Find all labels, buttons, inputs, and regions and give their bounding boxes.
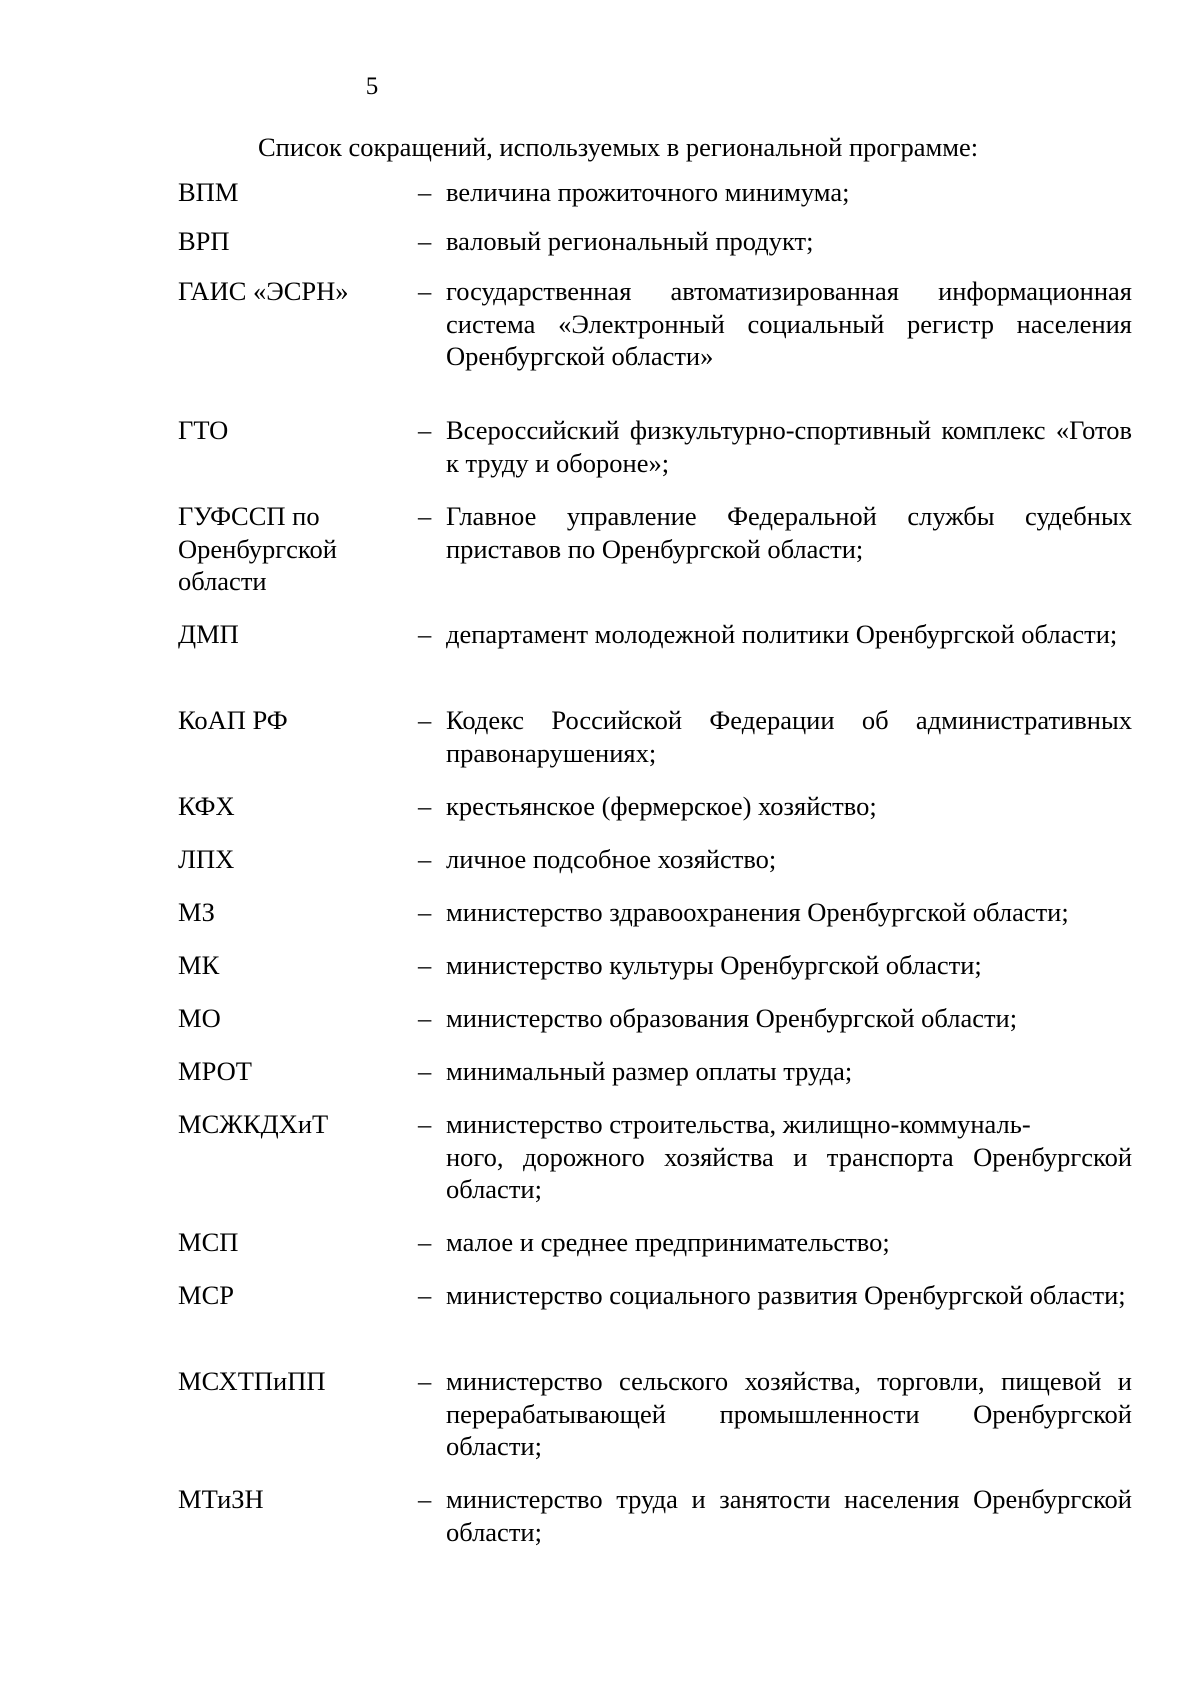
entry-dash: – bbox=[418, 177, 432, 207]
abbreviation-definition: малое и среднее предпринимательство; bbox=[446, 1227, 890, 1257]
abbreviation-definition: министерство образования Оренбургской области; bbox=[446, 1003, 1018, 1033]
entry-dash: – bbox=[418, 1280, 432, 1310]
abbreviation-definition: личное подсобное хозяйство; bbox=[446, 844, 777, 874]
entry-dash: – bbox=[418, 950, 432, 980]
abbreviation-definition: министерство социального развития Оренбургской области; bbox=[446, 1280, 1126, 1310]
abbreviation-term: ВПМ bbox=[178, 177, 239, 207]
abbreviation-term: МСР bbox=[178, 1280, 234, 1310]
abbreviation-definition: министерство строительства, жилищно-коммуналь- ного, дорожного хозяйства и транспорта Оренбургской области; bbox=[446, 1109, 1132, 1204]
entry-dash: – bbox=[418, 791, 432, 821]
entry-dash: – bbox=[418, 1484, 432, 1514]
abbreviation-term: МРОТ bbox=[178, 1056, 252, 1086]
abbreviation-definition: валовый региональный продукт; bbox=[446, 226, 814, 256]
abbreviation-definition: минимальный размер оплаты труда; bbox=[446, 1056, 853, 1086]
abbreviation-term: МСП bbox=[178, 1227, 239, 1257]
abbreviation-definition: департамент молодежной политики Оренбургской области; bbox=[446, 619, 1118, 649]
abbreviation-definition: государственная автоматизированная информационная система «Электронный социальный регистр населения Оренбургской области» bbox=[446, 276, 1132, 371]
entry-dash: – bbox=[418, 1109, 432, 1139]
entry-dash: – bbox=[418, 226, 432, 256]
entry-dash: – bbox=[418, 844, 432, 874]
abbreviation-definition: министерство здравоохранения Оренбургской области; bbox=[446, 897, 1069, 927]
abbreviation-term: МСХТПиПП bbox=[178, 1366, 326, 1396]
abbreviation-term: МСЖКДХиТ bbox=[178, 1109, 329, 1139]
abbreviation-definition: величина прожиточного минимума; bbox=[446, 177, 850, 207]
entry-dash: – bbox=[418, 501, 432, 531]
entry-dash: – bbox=[418, 1056, 432, 1086]
abbreviation-term: ВРП bbox=[178, 226, 230, 256]
abbreviation-definition: министерство культуры Оренбургской области; bbox=[446, 950, 982, 980]
entry-dash: – bbox=[418, 1366, 432, 1396]
abbreviation-term: МЗ bbox=[178, 897, 215, 927]
abbreviation-term: МТиЗН bbox=[178, 1484, 264, 1514]
abbreviation-term: КоАП РФ bbox=[178, 705, 288, 735]
list-title: Список сокращений, используемых в региональной программе: bbox=[258, 132, 979, 162]
abbreviation-definition: Главное управление Федеральной службы судебных приставов по Оренбургской области; bbox=[446, 501, 1132, 564]
abbreviation-term: МК bbox=[178, 950, 220, 980]
abbreviation-definition: министерство труда и занятости населения Оренбургской области; bbox=[446, 1484, 1132, 1547]
entry-dash: – bbox=[418, 415, 432, 445]
abbreviation-definition: Кодекс Российской Федерации об административных правонарушениях; bbox=[446, 705, 1132, 768]
abbreviation-definition: Всероссийский физкультурно-спортивный комплекс «Готов к труду и обороне»; bbox=[446, 415, 1132, 478]
entry-dash: – bbox=[418, 897, 432, 927]
abbreviation-term: ГУФССП по Оренбургской области bbox=[178, 501, 337, 596]
abbreviation-term: КФХ bbox=[178, 791, 235, 821]
abbreviation-term: ДМП bbox=[178, 619, 239, 649]
abbreviation-term: ГАИС «ЭСРН» bbox=[178, 276, 349, 306]
page-number: 5 bbox=[365, 73, 379, 100]
entry-dash: – bbox=[418, 276, 432, 306]
entry-dash: – bbox=[418, 1227, 432, 1257]
abbreviation-term: МО bbox=[178, 1003, 221, 1033]
abbreviation-definition: министерство сельского хозяйства, торговли, пищевой и перерабатывающей промышленности Оренбургской области; bbox=[446, 1366, 1132, 1461]
entry-dash: – bbox=[418, 1003, 432, 1033]
entry-dash: – bbox=[418, 705, 432, 735]
entry-dash: – bbox=[418, 619, 432, 649]
abbreviation-term: ГТО bbox=[178, 415, 229, 445]
abbreviation-term: ЛПХ bbox=[178, 844, 235, 874]
abbreviation-definition: крестьянское (фермерское) хозяйство; bbox=[446, 791, 877, 821]
